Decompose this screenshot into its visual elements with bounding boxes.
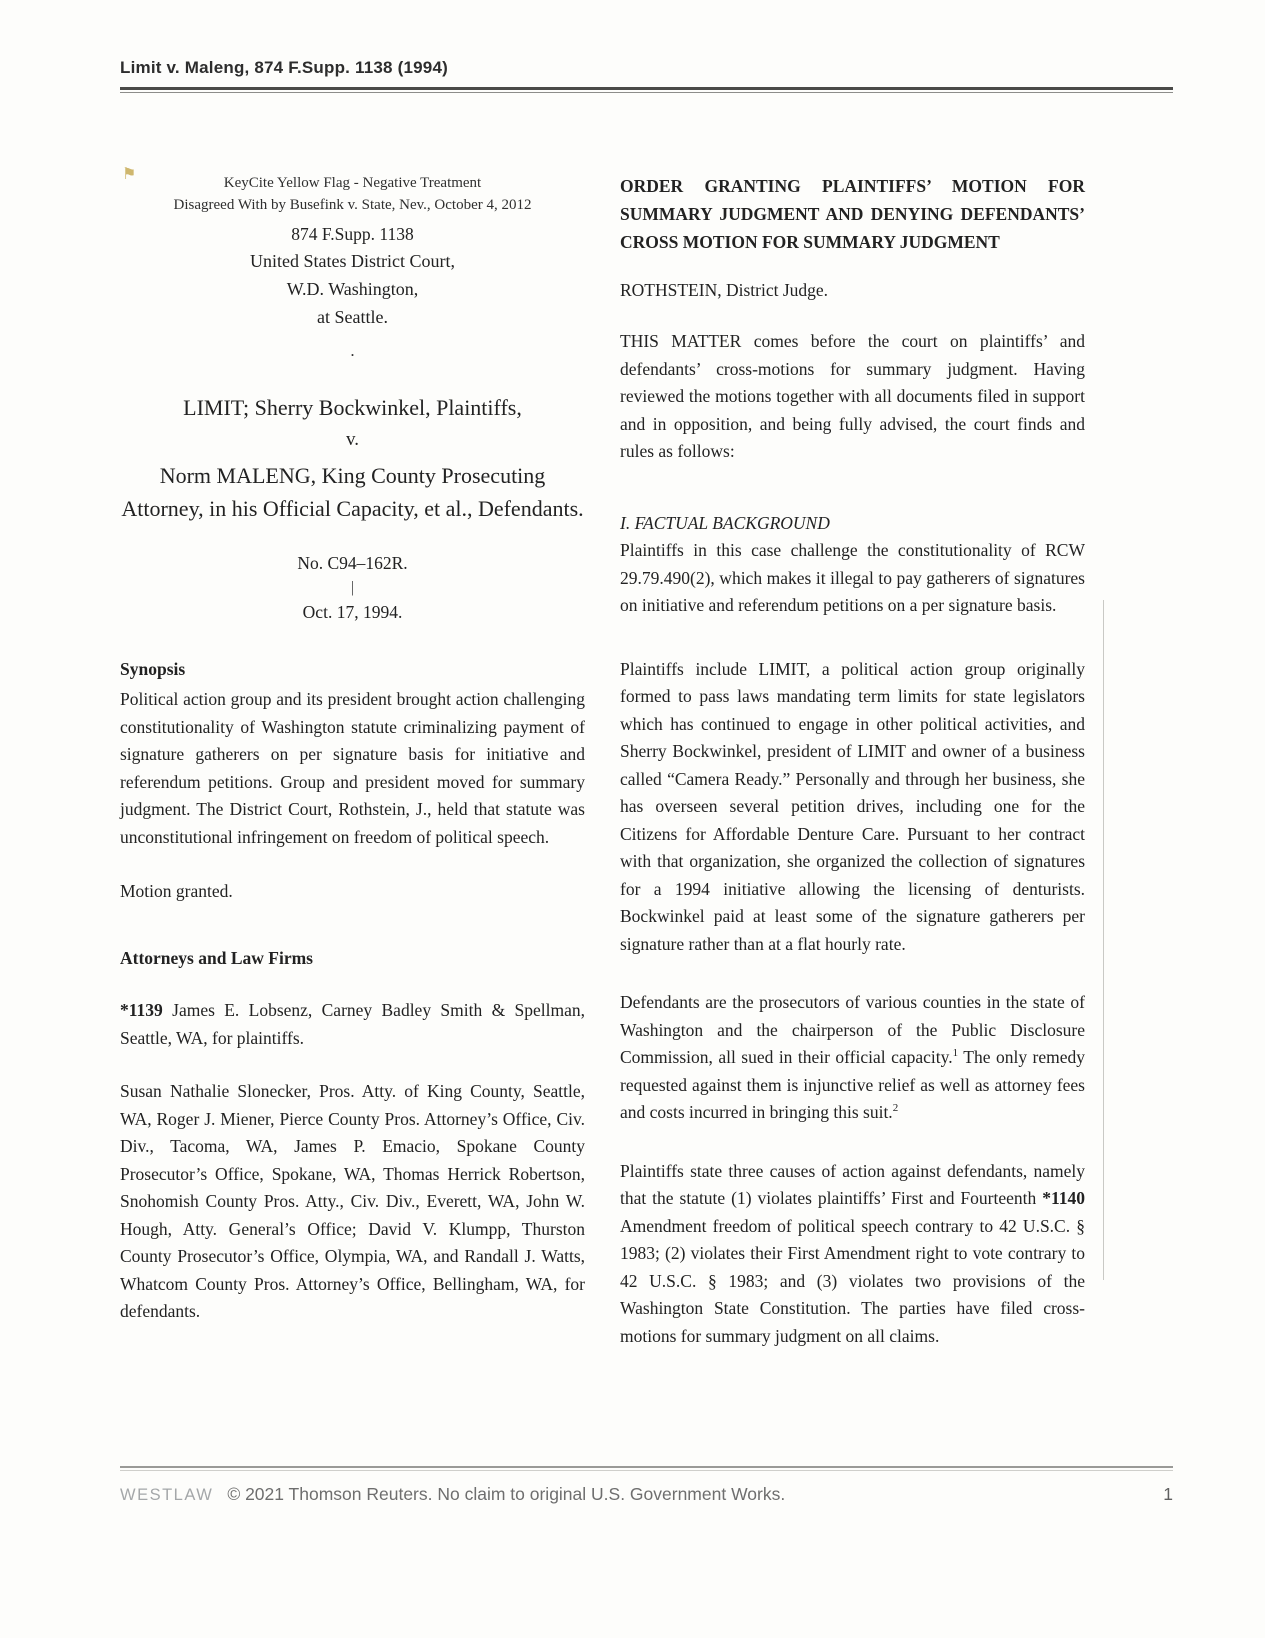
page-number: 1 (1163, 1484, 1173, 1504)
court-name: United States District Court, (250, 251, 455, 271)
motion-granted-line: Motion granted. (120, 881, 233, 901)
causes-text-2: Amendment freedom of political speech contrary to 42 U.S.C. § 1983; (2) violates their First Amendment right to vote contrary to 42 U.S.C. § 1983; and (3) violates two provisions of the Washington State Constitution. The parties have filed cross-motions for summary judgment on all claims. (620, 1215, 1085, 1346)
scan-artifact-line (1103, 600, 1104, 1280)
footnote-ref-2: 2 (892, 1102, 899, 1115)
keycite-block (120, 166, 585, 216)
case-title-defendants: Norm MALENG, King County Prosecuting Attorney, in his Official Capacity, et al., Defendants. (121, 463, 584, 521)
defendants-text-2: The only remedy requested against them is injunctive relief as well as attorney fees and costs incurred in bringing this suit. (620, 1047, 1086, 1122)
docket-number: No. C94–162R. (297, 553, 408, 573)
reporter-citation: 874 F.Supp. 1138 (291, 224, 414, 244)
header-divider (120, 87, 1173, 93)
decision-date: Oct. 17, 1994. (302, 602, 403, 622)
page-marker-1140: *1140 (1042, 1188, 1085, 1208)
keycite-yellow-flag-icon: ⚑ (122, 166, 137, 183)
section-heading-factual-background: I. FACTUAL BACKGROUND (620, 512, 830, 533)
case-title-plaintiffs: LIMIT; Sherry Bockwinkel, Plaintiffs, (183, 395, 522, 420)
document-body (120, 166, 1086, 1350)
synopsis-text: Political action group and its president brought action challenging constitutionality of Washington statute criminalizing payment of signature gatherers on per signature basis for initiative and referendum petitions. Group and president moved for summary judgment. The District Court, Rothstein, J., held that statute was unconstitutional infringement on freedom of political speech. (120, 689, 585, 847)
attorneys-heading: Attorneys and Law Firms (120, 948, 313, 968)
paragraph-defendants (620, 989, 1085, 1127)
paragraph-causes-of-action (620, 1158, 1085, 1351)
keycite-treatment-line: KeyCite Yellow Flag - Negative Treatment (223, 175, 482, 191)
court-district: W.D. Washington, (286, 279, 419, 299)
court-block (120, 247, 585, 331)
separator-pipe: | (350, 579, 355, 596)
synopsis-heading: Synopsis (120, 659, 186, 679)
separator-dot: . (350, 341, 355, 360)
attorneys-paragraph-defendants: Susan Nathalie Slonecker, Pros. Atty. of King County, Seattle, WA, Roger J. Miener, Pierce County Pros. Attorney’s Office, Civ. Div., Tacoma, WA, James P. Emacio, Spokane County Prosecutor’s Office, Spokane, WA, Thomas Herrick Robertson, Snohomish County Pros. Atty., Civ. Div., Everett, WA, John W. Hough, Atty. General’s Office; David V. Klumpp, Thurston County Prosecutor’s Office, Olympia, WA, and Randall J. Watts, Whatcom County Pros. Attorney’s Office, Bellingham, WA, for defendants. (120, 1081, 585, 1321)
keycite-disagreed-line: Disagreed With by Busefink v. State, Nev., October 4, 2012 (173, 197, 532, 213)
paragraph-rcw-challenge: Plaintiffs in this case challenge the constitutionality of RCW 29.79.490(2), which makes it illegal to pay gatherers of signatures on initiative and referendum petitions on a per signature basis. (620, 540, 1085, 615)
judge-line: ROTHSTEIN, District Judge. (620, 280, 829, 300)
versus-line: v. (345, 429, 360, 450)
copyright-text: © 2021 Thomson Reuters. No claim to original U.S. Government Works. (227, 1484, 786, 1504)
left-column (120, 166, 585, 1350)
header-citation: Limit v. Maleng, 874 F.Supp. 1138 (1994) (120, 58, 448, 77)
defendants-text-1: Defendants are the prosecutors of various counties in the state of Washington and the chairperson of the Public Disclosure Commission, all sued in their official capacity. (620, 992, 1085, 1067)
westlaw-logo: WESTLAW (120, 1486, 214, 1504)
intro-paragraph: THIS MATTER comes before the court on plaintiffs’ and defendants’ cross-motions for summary judgment. Having reviewed the motions together with all documents filed in support and in opposition, and being fully advised, the court finds and rules as follows: (620, 331, 1085, 461)
right-column (620, 172, 1085, 1350)
attorneys-plaintiffs-text: James E. Lobsenz, Carney Badley Smith & Spellman, Seattle, WA, for plaintiffs. (120, 1000, 585, 1048)
causes-text-1: Plaintiffs state three causes of action against defendants, namely that the statute (1) violates plaintiffs’ First and Fourteenth (620, 1160, 1085, 1208)
footer-divider (120, 1466, 1173, 1471)
page-header (120, 58, 1173, 93)
attorneys-paragraph-plaintiffs (120, 997, 585, 1052)
page-marker-1139: *1139 (120, 1000, 163, 1020)
page-footer (120, 1466, 1173, 1505)
order-heading: ORDER GRANTING PLAINTIFFS’ MOTION FOR SUMMARY JUDGMENT AND DENYING DEFENDANTS’ CROSS MOTION FOR SUMMARY JUDGMENT (620, 176, 1085, 252)
paragraph-plaintiffs-background: Plaintiffs include LIMIT, a political action group originally formed to pass laws mandating term limits for state legislators which has continued to engage in other political activities, and Sherry Bockwinkel, president of LIMIT and owner of a business called “Camera Ready.” Personally and through her business, she has overseen several petition drives, including one for the Citizens for Affordable Denture Care. Pursuant to her contract with that organization, she organized the collection of signatures for a 1994 initiative allowing the licensing of denturists. Bockwinkel paid at least some of the signature gatherers per signature rather than at a flat hourly rate. (620, 658, 1085, 954)
footnote-ref-1: 1 (952, 1047, 959, 1060)
court-location: at Seattle. (317, 307, 388, 327)
